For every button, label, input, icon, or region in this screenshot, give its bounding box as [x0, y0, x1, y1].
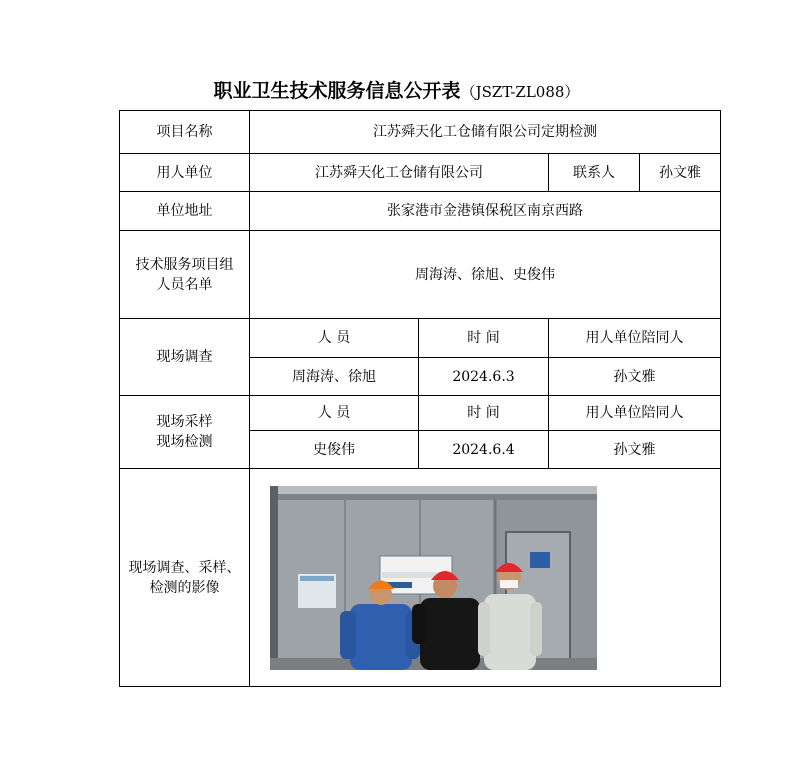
survey-escort: 孙文雅: [549, 358, 721, 396]
row-images: [120, 469, 721, 687]
row-sampling-header: [120, 396, 721, 431]
title-text: 职业卫生技术服务信息公开表: [213, 80, 461, 102]
sampling-label-line2: 现场检测: [156, 434, 213, 450]
page-title: [0, 76, 793, 103]
team-label-line1: 技术服务项目组: [135, 256, 234, 273]
site-photo-icon: [270, 486, 597, 670]
sampling-person: 史俊伟: [250, 431, 419, 469]
contact-label: 联系人: [549, 154, 640, 192]
info-table: [119, 110, 721, 687]
form-code: （JSZT-ZL088）: [460, 83, 580, 101]
project-label: 项目名称: [120, 111, 250, 154]
survey-time: 2024.6.3: [419, 358, 549, 396]
row-project: [120, 111, 721, 154]
row-survey-header: [120, 319, 721, 358]
row-team: [120, 231, 721, 319]
sampling-col-time: 时 间: [419, 396, 549, 431]
images-label-line1: 现场调查、采样、: [128, 559, 241, 576]
team-value: 周海涛、徐旭、史俊伟: [250, 231, 721, 319]
team-label: [120, 231, 250, 319]
row-address: [120, 192, 721, 231]
sampling-col-escort: 用人单位陪同人: [549, 396, 721, 431]
team-label-line2: 人员名单: [156, 276, 213, 293]
sampling-label: [120, 396, 250, 469]
images-label-line2: 检测的影像: [149, 579, 220, 596]
address-label: 单位地址: [120, 192, 250, 231]
row-employer: [120, 154, 721, 192]
sampling-time: 2024.6.4: [419, 431, 549, 469]
survey-col-person: 人 员: [250, 319, 419, 358]
contact-value: 孙文雅: [640, 154, 721, 192]
survey-label: 现场调查: [120, 319, 250, 396]
address-value: 张家港市金港镇保税区南京西路: [250, 192, 721, 231]
sampling-label-line1: 现场采样: [156, 414, 213, 430]
sampling-col-person: 人 员: [250, 396, 419, 431]
survey-col-time: 时 间: [419, 319, 549, 358]
survey-col-escort: 用人单位陪同人: [549, 319, 721, 358]
employer-label: 用人单位: [120, 154, 250, 192]
images-cell: [250, 469, 721, 687]
project-value: 江苏舜天化工仓储有限公司定期检测: [250, 111, 721, 154]
images-label: [120, 469, 250, 687]
employer-value: 江苏舜天化工仓储有限公司: [250, 154, 549, 192]
sampling-escort: 孙文雅: [549, 431, 721, 469]
survey-person: 周海涛、徐旭: [250, 358, 419, 396]
